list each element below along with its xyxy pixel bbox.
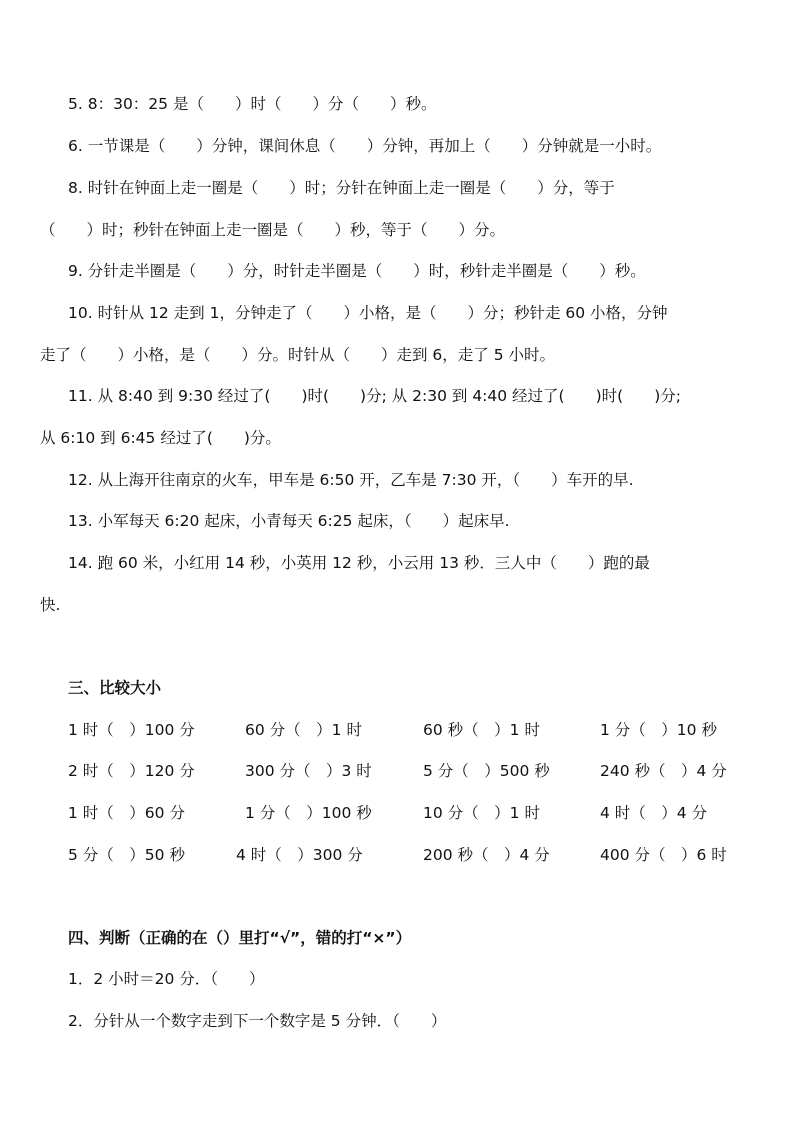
compare-item: 5 分（ ）50 秒 (68, 846, 185, 864)
compare-item: 1 分（ ）10 秒 (600, 721, 717, 739)
question-10-line-2: 走了（ ）小格，是（ ）分。时针从（ ）走到 6，走了 5 小时。 (40, 346, 556, 364)
compare-item: 4 时（ ）4 分 (600, 804, 708, 822)
question-11-line-2: 从 6:10 到 6:45 经过了( )分。 (40, 429, 281, 447)
question-14-line-1: 14. 跑 60 米，小红用 14 秒，小英用 12 秒，小云用 13 秒．三人中（ ）跑的最 (68, 554, 650, 572)
judgement-item-1: 1．2 小时＝20 分．（ ） (68, 970, 265, 988)
compare-item: 5 分（ ）500 秒 (423, 762, 550, 780)
compare-item: 1 时（ ）60 分 (68, 804, 185, 822)
compare-item: 1 分（ ）100 秒 (245, 804, 372, 822)
section-3-title: 三、比较大小 (68, 679, 162, 697)
compare-item: 400 分（ ）6 时 (600, 846, 727, 864)
compare-item: 60 分（ ）1 时 (245, 721, 362, 739)
compare-item: 2 时（ ）120 分 (68, 762, 195, 780)
question-8-line-2: （ ）时；秒针在钟面上走一圈是（ ）秒，等于（ ）分。 (40, 221, 506, 239)
compare-item: 200 秒（ ）4 分 (423, 846, 550, 864)
question-13: 13. 小军每天 6:20 起床，小青每天 6:25 起床，（ ）起床早. (68, 512, 510, 530)
question-6: 6. 一节课是（ ）分钟，课间休息（ ）分钟，再加上（ ）分钟就是一小时。 (68, 137, 662, 155)
compare-item: 240 秒（ ）4 分 (600, 762, 727, 780)
question-9: 9. 分针走半圈是（ ）分，时针走半圈是（ ）时，秒针走半圈是（ ）秒。 (68, 262, 646, 280)
question-5: 5. 8：30：25 是（ ）时（ ）分（ ）秒。 (68, 95, 437, 113)
compare-item: 60 秒（ ）1 时 (423, 721, 540, 739)
compare-item: 10 分（ ）1 时 (423, 804, 540, 822)
question-11-line-1: 11. 从 8:40 到 9:30 经过了( )时( )分; 从 2:30 到 4:40 经过了( )时( )分; (68, 387, 681, 405)
compare-item: 4 时（ ）300 分 (236, 846, 363, 864)
section-4-title: 四、判断（正确的在（）里打“√”，错的打“×”） (68, 929, 412, 947)
question-14-line-2: 快. (40, 596, 61, 614)
judgement-item-2: 2．分针从一个数字走到下一个数字是 5 分钟．（ ） (68, 1012, 447, 1030)
question-8-line-1: 8. 时针在钟面上走一圈是（ ）时；分针在钟面上走一圈是（ ）分，等于 (68, 179, 615, 197)
compare-item: 1 时（ ）100 分 (68, 721, 195, 739)
question-12: 12. 从上海开往南京的火车，甲车是 6:50 开，乙车是 7:30 开，（ ）车开的早. (68, 471, 634, 489)
question-10-line-1: 10. 时针从 12 走到 1，分钟走了（ ）小格，是（ ）分；秒针走 60 小格，分钟 (68, 304, 668, 322)
compare-item: 300 分（ ）3 时 (245, 762, 372, 780)
